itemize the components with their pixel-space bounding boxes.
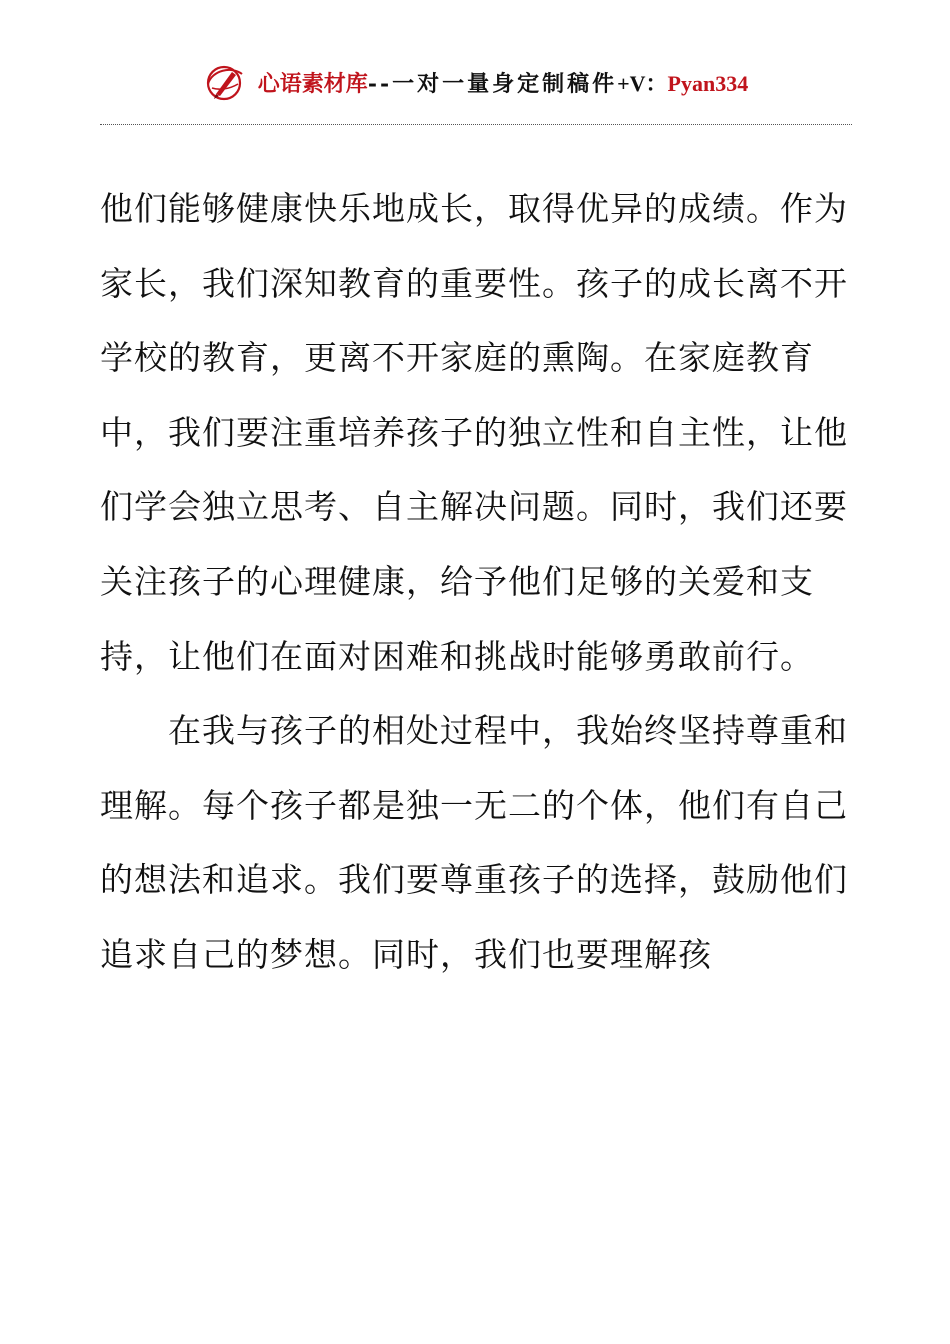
document-body xyxy=(100,172,860,993)
contact-label: +V： xyxy=(617,70,668,96)
contact-id: Pyan334 xyxy=(667,70,749,96)
paragraph-1: 他们能够健康快乐地成长，取得优异的成绩。作为家长，我们深知教育的重要性。孩子的成长离不开学校的教育，更离不开家庭的熏陶。在家庭教育中，我们要注重培养孩子的独立性和自主性，让他们学会独立思考、自主解决问题。同时，我们还要关注孩子的心理健康，给予他们足够的关爱和支持，让他们在面对困难和挑战时能够勇敢前行。 xyxy=(100,189,848,676)
quill-pen-logo-icon xyxy=(202,60,246,104)
paragraph-2: 在我与孩子的相处过程中，我始终坚持尊重和理解。每个孩子都是独一无二的个体，他们有自己的想法和追求。我们要尊重孩子的选择，鼓励他们追求自己的梦想。同时，我们也要理解孩 xyxy=(100,711,848,974)
page-header xyxy=(0,56,950,108)
header-divider xyxy=(100,124,852,125)
brand-name: 心语素材库 xyxy=(257,70,368,97)
header-tagline: --一对一量身定制稿件 xyxy=(367,70,618,97)
header-title xyxy=(258,67,748,98)
